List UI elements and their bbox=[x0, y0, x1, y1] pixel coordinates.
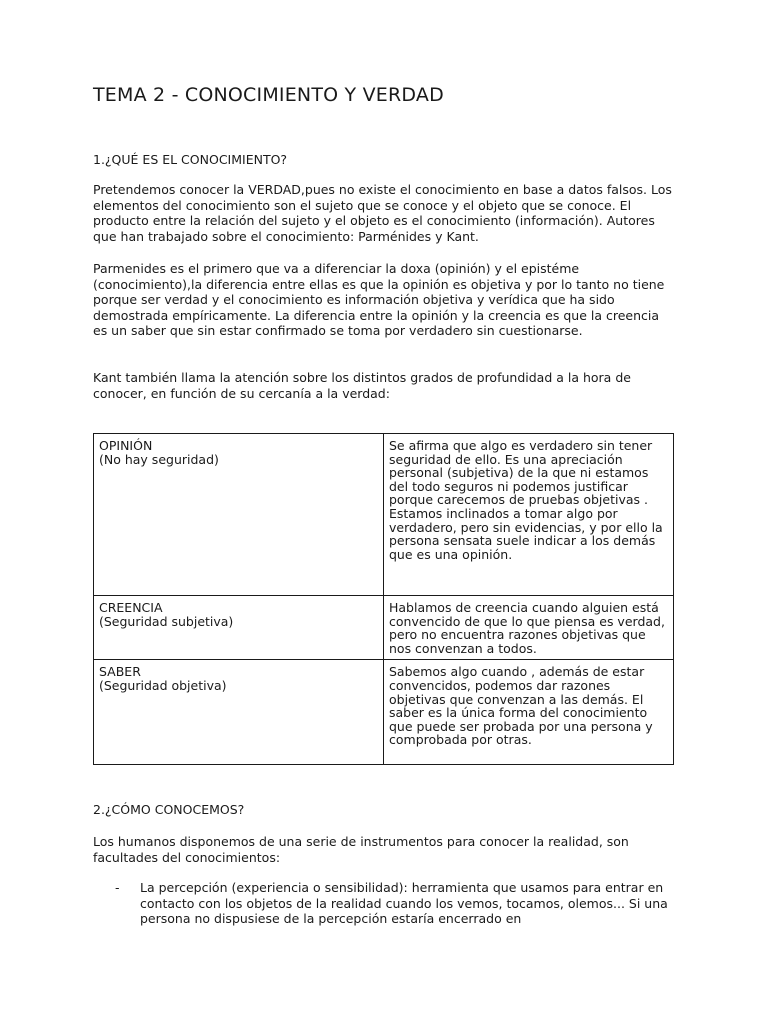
list-item-text: La percepción (experiencia o sensibilidad): herramienta que usamos para entrar en contacto con los objetos de la realidad cuando los vemos, tocamos, olemos... Si una persona no dispusiese de la percepción estaría encerrado en bbox=[140, 880, 668, 927]
table-cell-description: Sabemos algo cuando , además de estar convencidos, podemos dar razones objetivas que convenzan a las demás. El saber es la única forma del conocimiento que puede ser probada por una persona y comprobada por otras. bbox=[384, 660, 674, 765]
table-cell-description: Se afirma que algo es verdadero sin tener seguridad de ello. Es una apreciación personal (subjetiva) de la que ni estamos del todo seguros ni podemos justificar porque carecemos de pruebas objetivas . Estamos inclinados a tomar algo por verdadero, pero sin evidencias, y por ello la persona sensata suele indicar a los demás que es una opinión. bbox=[384, 434, 674, 596]
section-2-heading: 2.¿CÓMO CONOCEMOS? bbox=[93, 802, 245, 817]
term-label: OPINIÓN bbox=[99, 438, 153, 453]
table-cell-term bbox=[94, 596, 384, 660]
table-cell-term bbox=[94, 660, 384, 765]
term-qualifier: (Seguridad subjetiva) bbox=[99, 613, 234, 629]
section-2-paragraph-1: Los humanos disponemos de una serie de instrumentos para conocer la realidad, son facultades del conocimientos: bbox=[93, 834, 629, 865]
list-bullet: - bbox=[115, 880, 120, 895]
term-qualifier: (No hay seguridad) bbox=[99, 451, 219, 467]
section-1-heading: 1.¿QUÉ ES EL CONOCIMIENTO? bbox=[93, 152, 288, 167]
table-row bbox=[94, 596, 674, 660]
section-1-paragraph-3: Kant también llama la atención sobre los distintos grados de profundidad a la hora de conocer, en función de su cercanía a la verdad: bbox=[93, 370, 631, 401]
term-qualifier: (Seguridad objetiva) bbox=[99, 677, 227, 693]
kant-degrees-table bbox=[93, 433, 674, 765]
list-item bbox=[93, 880, 673, 927]
table-row bbox=[94, 434, 674, 596]
faculties-list bbox=[93, 880, 673, 927]
term-label: CREENCIA bbox=[99, 600, 163, 615]
table-cell-description: Hablamos de creencia cuando alguien está convencido de que lo que piensa es verdad, pero no encuentra razones objetivas que nos convenzan a todos. bbox=[384, 596, 674, 660]
document-title: TEMA 2 - CONOCIMIENTO Y VERDAD bbox=[93, 84, 444, 106]
table-cell-term bbox=[94, 434, 384, 596]
table-row bbox=[94, 660, 674, 765]
section-1-paragraph-2: Parmenides es el primero que va a diferenciar la doxa (opinión) y el epistéme (conocimiento),la diferencia entre ellas es que la opinión es objetiva y por lo tanto no tiene porque ser verdad y el conocimiento es información objetiva y verídica que ha sido demostrada empíricamente. La diferencia entre la opinión y la creencia es que la creencia es un saber que sin estar confirmado se toma por verdadero sin cuestionarse. bbox=[93, 261, 665, 339]
section-1-paragraph-1: Pretendemos conocer la VERDAD,pues no existe el conocimiento en base a datos falsos. Los elementos del conocimiento son el sujeto que se conoce y el objeto que se conoce. El producto entre la relación del sujeto y el objeto es el conocimiento (información). Autores que han trabajado sobre el conocimiento: Parménides y Kant. bbox=[93, 182, 672, 244]
term-label: SABER bbox=[99, 664, 141, 680]
